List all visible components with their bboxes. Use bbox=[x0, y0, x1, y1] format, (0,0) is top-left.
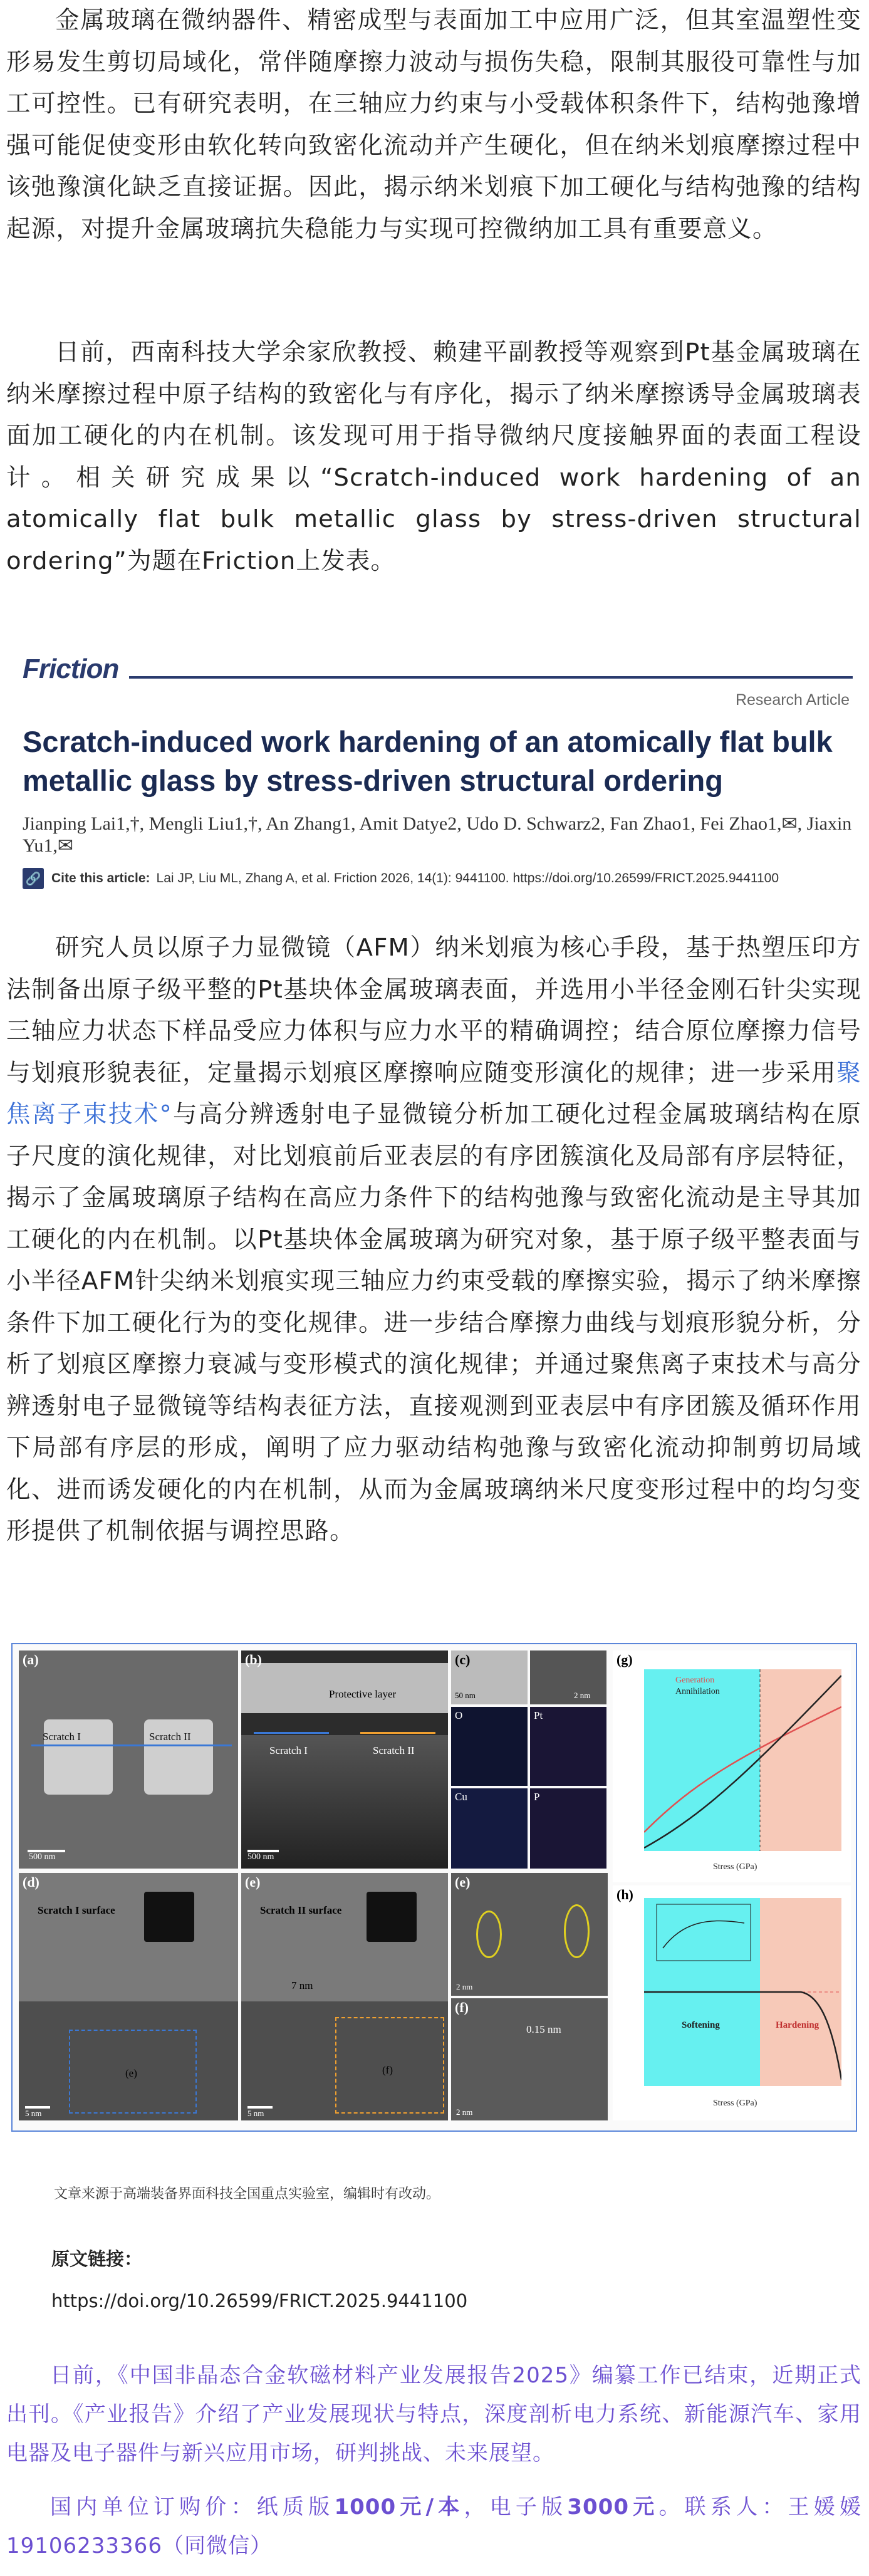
citation-bar bbox=[23, 865, 856, 892]
panel-label: (f) bbox=[455, 2000, 469, 2015]
order-info-paragraph: 国内单位订购价：纸质版1000元/本，电子版3000元。联系人：王媛媛 19106233366（同微信） bbox=[6, 2495, 862, 2558]
article-type: Research Article bbox=[735, 691, 850, 709]
original-link-url[interactable]: https://doi.org/10.26599/FRICT.2025.9441100 bbox=[51, 2290, 468, 2312]
journal-logo: Friction bbox=[23, 654, 119, 684]
free-volume-curve bbox=[644, 1898, 841, 2086]
panel-e-hrtem: (e) Scratch II surface 7 nm (f) 5 nm bbox=[241, 1873, 448, 2120]
link-icon: 🔗 bbox=[23, 868, 44, 889]
panel-g-chart: (g) Generation Annihilation Stress (GPa) bbox=[613, 1650, 851, 1882]
panel-f-zoom: (f) 0.15 nm 2 nm bbox=[451, 1998, 608, 2120]
intro-paragraph: 金属玻璃在微纳器件、精密成型与表面加工中应用广泛，但其室温塑性变形易发生剪切局域化，常伴随摩擦力波动与损伤失稳，限制其服役可靠性与加工可控性。已有研究表明，在三轴应力约束与小受载体积条件下，结构弛豫增强可能促使变形由软化转向致密化流动并产生硬化，但在纳米划痕摩擦过程中该弛豫演化缺乏直接证据。因此，揭示纳米划痕下加工硬化与结构弛豫的结构起源，对提升金属玻璃抗失稳能力与实现可控微纳加工具有重要意义。 bbox=[6, 6, 861, 243]
cite-label: Cite this article: bbox=[51, 871, 150, 885]
article-title: Scratch-induced work hardening of an atomically flat bulk metallic glass by stress-driven structural ordering bbox=[23, 725, 833, 797]
panel-b-tem: (b) Protective layer Scratch I Scratch II 500 nm bbox=[241, 1650, 448, 1869]
panel-h-chart: (h) Softening Hardening Stress (GPa) bbox=[613, 1885, 851, 2120]
panel-c-eds: (c) 50 nm 2 nm O Pt Cu P bbox=[451, 1650, 608, 1869]
panel-d-hrtem: (d) Scratch I surface (e) 5 nm bbox=[19, 1873, 238, 2120]
panel-label: (e) bbox=[455, 1874, 471, 1890]
article-authors: Jianping Lai1,†, Mengli Liu1,†, An Zhang1, Amit Datye2, Udo D. Schwarz2, Fan Zhao1, Fei Zhao1,✉, Jiaxin Yu1,✉ bbox=[23, 813, 852, 856]
panel-label: (a) bbox=[23, 1652, 39, 1667]
source-note: 文章来源于高端装备界面科技全国重点实验室，编辑时有改动。 bbox=[54, 2186, 440, 2202]
panel-a-sem: (a) Scratch I Scratch II 500 nm bbox=[19, 1650, 238, 1869]
panel-label: (h) bbox=[617, 1887, 633, 1902]
method-paragraph: 研究人员以原子力显微镜（AFM）纳米划痕为核心手段，基于热塑压印方法制备出原子级平整的Pt基块体金属玻璃表面，并选用小半径金刚石针尖实现三轴应力状态下样品受应力体积与应力水平的精确调控；结合原位摩擦力信号与划痕形貌表征，定量揭示划痕区摩擦响应随变形演化的规律；进一步采用聚焦离子束技术°与高分辨透射电子显微镜分析加工硬化过程金属玻璃结构在原子尺度的演化规律，对比划痕前后亚表层的有序团簇演化及局部有序层特征，揭示了金属玻璃原子结构在高应力条件下的结构弛豫与致密化流动是主导其加工硬化的内在机制。以Pt基块体金属玻璃为研究对象，基于原子级平整表面与小半径AFM针尖纳米划痕实现三轴应力约束受载的摩擦实验，揭示了纳米摩擦条件下加工硬化行为的变化规律。进一步结合摩擦力曲线与划痕形貌分析，分析了划痕区摩擦力衰减与变形模式的演化规律；并通过聚焦离子束技术与高分辨透射电子显微镜等结构表征方法，直接观测到亚表层中有序团簇及循环作用下局部有序层的形成，阐明了应力驱动结构弛豫与致密化流动抑制剪切局域化、进而诱发硬化的内在机制，从而为金属玻璃纳米尺度变形过程中的均匀变形提供了机制依据与调控思路。 bbox=[6, 934, 861, 1545]
rate-curves bbox=[644, 1669, 841, 1851]
panel-e-zoom: (e) 2 nm bbox=[451, 1873, 608, 1996]
search-icon[interactable]: ° bbox=[159, 1100, 172, 1129]
panel-label: (e) bbox=[245, 1874, 261, 1890]
panel-label: (b) bbox=[245, 1652, 262, 1667]
panel-label: (d) bbox=[23, 1874, 39, 1890]
journal-rule bbox=[129, 676, 853, 679]
original-link-label: 原文链接： bbox=[51, 2248, 143, 2270]
fib-technique-link[interactable]: 聚焦离子束技术 bbox=[6, 1058, 861, 1129]
report-promo-paragraph: 日前，《中国非晶态合金软磁材料产业发展报告2025》编纂工作已结束，近期正式出刊。《产业报告》介绍了产业发展现状与特点，深度剖析电力系统、新能源汽车、家用电器及电子器件与新兴应用市场，研判挑战、未来展望。 bbox=[6, 2363, 861, 2466]
article-header-card bbox=[11, 649, 857, 909]
cite-text[interactable]: Lai JP, Liu ML, Zhang A, et al. Friction 2026, 14(1): 9441100. https://doi.org/10.26599/FRICT.2025.9441100 bbox=[156, 871, 779, 885]
panel-label: (g) bbox=[617, 1652, 633, 1667]
results-figure bbox=[11, 1643, 857, 2132]
news-paragraph: 日前，西南科技大学余家欣教授、赖建平副教授等观察到Pt基金属玻璃在纳米摩擦过程中原子结构的致密化与有序化，揭示了纳米摩擦诱导金属玻璃表面加工硬化的内在机制。该发现可用于指导微纳尺度接触界面的表面工程设计。相关研究成果以“Scratch-induced work hardening of an atomically flat bulk metallic glass by stress-driven structural ordering”为题在Friction上发表。 bbox=[6, 338, 861, 575]
